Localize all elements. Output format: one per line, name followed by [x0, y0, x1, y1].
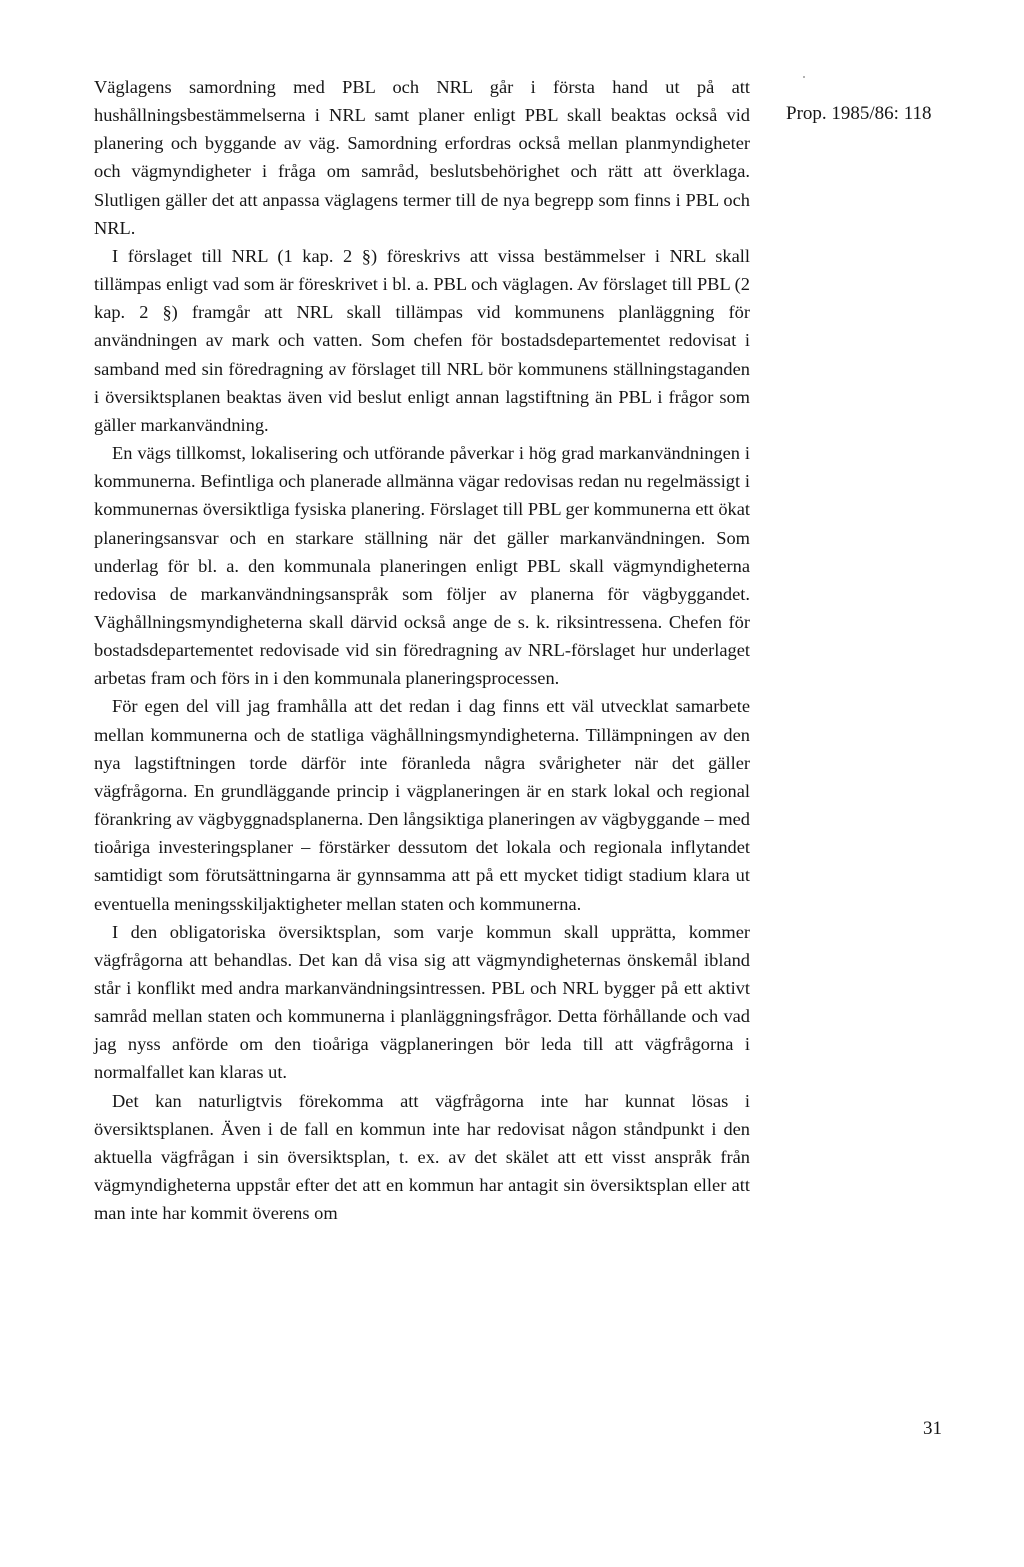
paragraph: För egen del vill jag framhålla att det redan i dag finns ett väl utvecklat samarbete mellan kommunerna och de statliga väghållningsmyndigheterna. Tillämpningen av den nya lagstiftningen torde därför inte föranleda några svårigheter när det gäller vägfrågorna. En grundläggande princip i vägplaneringen är en stark lokal och regional förankring av vägbyggnadsplanerna. Den långsiktiga planeringen av vägbyggande – med tioåriga investeringsplaner – förstärker dessutom det lokala och regionala inflytandet samtidigt som förutsättningarna är gynnsamma att på ett mycket tidigt stadium klara ut eventuella meningsskiljaktigheter mellan staten och kommunerna.	[94, 696, 750, 914]
scan-speck	[803, 76, 805, 78]
body-text	[94, 73, 750, 1227]
paragraph: Det kan naturligtvis förekomma att vägfrågorna inte har kunnat lösas i översiktsplanen. Även i de fall en kommun inte har redovisat någon ståndpunkt i den aktuella vägfrågan i sin översiktsplan, t. ex. av det skälet att ett visst anspråk från vägmyndigheterna uppstår efter det att en kommun har antagit sin översiktsplan eller att man inte har kommit överens om	[94, 1090, 750, 1224]
proposition-reference: Prop. 1985/86: 118	[786, 103, 932, 124]
page-number: 31	[923, 1418, 942, 1439]
paragraph: I förslaget till NRL (1 kap. 2 §) föreskrivs att vissa bestämmelser i NRL skall tillämpas enligt vad som är föreskrivet i bl. a. PBL och väglagen. Av förslaget till PBL (2 kap. 2 §) framgår att NRL skall tillämpas vid kommunens planläggning för användningen av mark och vatten. Som chefen för bostadsdepartementet redovisat i samband med sin föredragning av förslaget till NRL bör kommunens ställningstaganden i översiktsplanen beaktas även vid beslut enligt annan lagstiftning än PBL i frågor som gäller markanvändning.	[94, 245, 750, 435]
paragraph: Väglagens samordning med PBL och NRL går i första hand ut på att hushållningsbestämmelserna i NRL samt planer enligt PBL skall beaktas också vid planering och byggande av väg. Samordning erfordras också mellan planmyndigheter och vägmyndigheter i fråga om samråd, beslutsbehörighet och rätt att överklaga. Slutligen gäller det att anpassa väglagens termer till de nya begrepp som finns i PBL och NRL.	[94, 77, 750, 238]
paragraph: En vägs tillkomst, lokalisering och utförande påverkar i hög grad markanvändningen i kommunerna. Befintliga och planerade allmänna vägar redovisas redan nu regelmässigt i kommunernas översiktliga fysiska planering. Förslaget till PBL ger kommunerna ett ökat planeringsansvar och en starkare ställning när det gäller markanvändningen. Som underlag för bl. a. den kommunala planeringen enligt PBL skall vägmyndigheterna redovisa de markanvändningsanspråk som följer av planerna för vägbyggandet. Väghållningsmyndigheterna skall därvid också ange de s. k. riksintressena. Chefen för bostadsdepartementet redovisade vid sin föredragning av NRL-förslaget hur underlaget arbetas fram och förs in i den kommunala planeringsprocessen.	[94, 443, 750, 689]
paragraph: I den obligatoriska översiktsplan, som varje kommun skall upprätta, kommer vägfrågorna att behandlas. Det kan då visa sig att vägmyndigheternas önskemål ibland står i konflikt med andra markanvändningsintressen. PBL och NRL bygger på ett aktivt samråd mellan staten och kommunerna i planläggningsfrågor. Detta förhållande och vad jag nyss anförde om den tioåriga vägplaneringen bör leda till att vägfrågorna i normalfallet kan klaras ut.	[94, 921, 750, 1083]
